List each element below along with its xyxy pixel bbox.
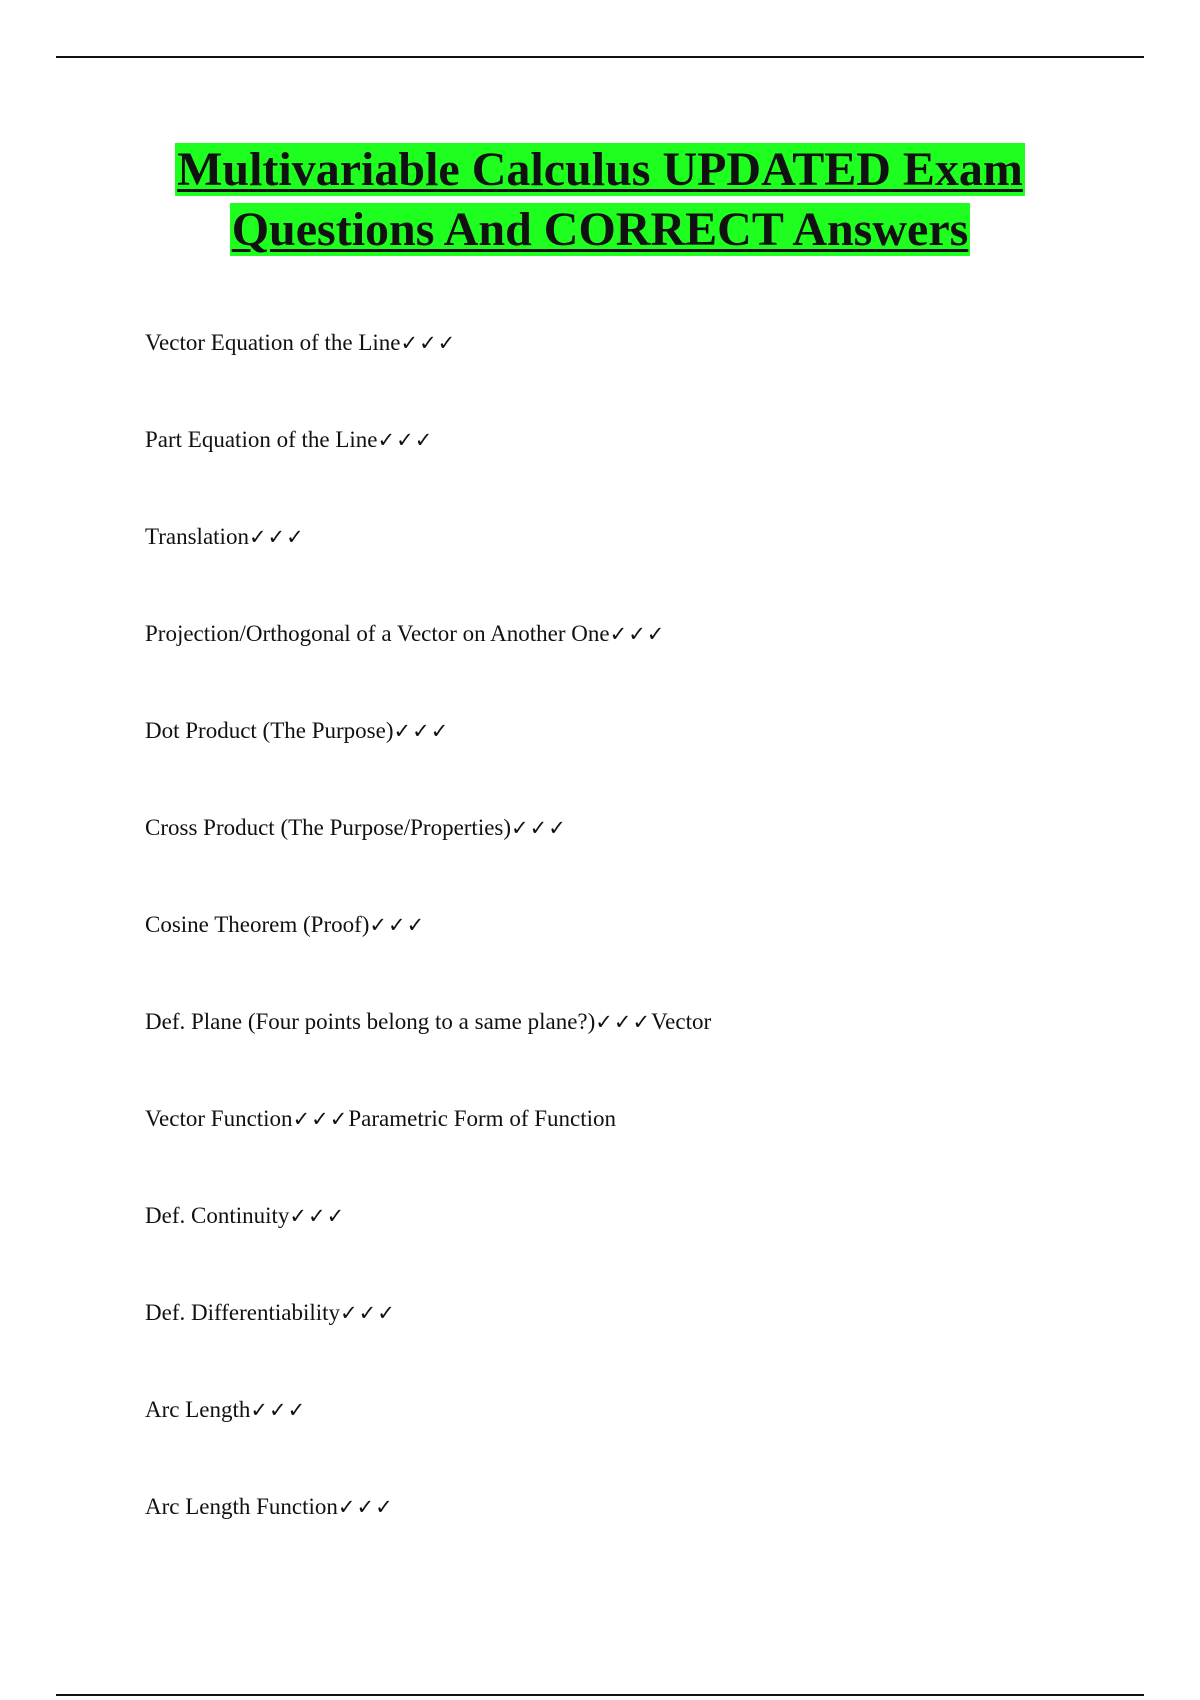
check-marks-icon: ✓✓✓ <box>369 913 426 937</box>
check-marks-icon: ✓✓✓ <box>289 1204 346 1228</box>
question-item <box>145 1199 1145 1296</box>
header-rule <box>56 56 1144 58</box>
question-item <box>145 811 1145 908</box>
question-text: Vector Function <box>145 1106 293 1131</box>
question-item <box>145 1490 1145 1587</box>
title-line-2: Questions And CORRECT Answers <box>231 203 969 256</box>
check-marks-icon: ✓✓✓ <box>250 1398 307 1422</box>
answer-text: Parametric Form of Function <box>348 1106 617 1131</box>
check-marks-icon: ✓✓✓ <box>393 719 450 743</box>
question-text: Def. Continuity <box>145 1203 290 1228</box>
check-marks-icon: ✓✓✓ <box>377 428 434 452</box>
question-item <box>145 326 1145 423</box>
check-marks-icon: ✓✓✓ <box>248 525 305 549</box>
question-item <box>145 520 1145 617</box>
question-item <box>145 1393 1145 1490</box>
check-marks-icon: ✓✓✓ <box>400 331 457 355</box>
check-marks-icon: ✓✓✓ <box>511 816 567 840</box>
check-marks-icon: ✓✓✓ <box>337 1495 394 1519</box>
question-text: Arc Length <box>145 1397 251 1422</box>
title-line-1: Multivariable Calculus UPDATED Exam <box>177 143 1023 196</box>
question-item <box>145 423 1145 520</box>
check-marks-icon: ✓✓✓ <box>609 622 666 646</box>
question-list <box>145 326 1145 1587</box>
question-item <box>145 714 1145 811</box>
question-item <box>145 1102 1145 1199</box>
question-text: Arc Length Function <box>145 1494 338 1519</box>
question-text: Cross Product (The Purpose/Properties) <box>145 815 512 840</box>
question-text: Def. Differentiability <box>145 1300 341 1325</box>
question-text: Dot Product (The Purpose) <box>145 718 394 743</box>
page-title <box>0 140 1200 260</box>
question-item <box>145 1005 1145 1102</box>
question-text: Projection/Orthogonal of a Vector on Another One <box>145 621 610 646</box>
check-marks-icon: ✓✓✓ <box>595 1010 652 1034</box>
question-item <box>145 617 1145 714</box>
answer-text: Vector <box>651 1009 712 1034</box>
question-text: Part Equation of the Line <box>145 427 378 452</box>
question-item <box>145 1296 1145 1393</box>
question-text: Translation <box>145 524 249 549</box>
check-marks-icon: ✓✓✓ <box>292 1107 349 1131</box>
check-marks-icon: ✓✓✓ <box>340 1301 396 1325</box>
question-text: Cosine Theorem (Proof) <box>145 912 370 937</box>
footer-rule <box>56 1694 1144 1696</box>
question-text: Def. Plane (Four points belong to a same plane?) <box>145 1009 596 1034</box>
question-item <box>145 908 1145 1005</box>
question-text: Vector Equation of the Line <box>145 330 401 355</box>
